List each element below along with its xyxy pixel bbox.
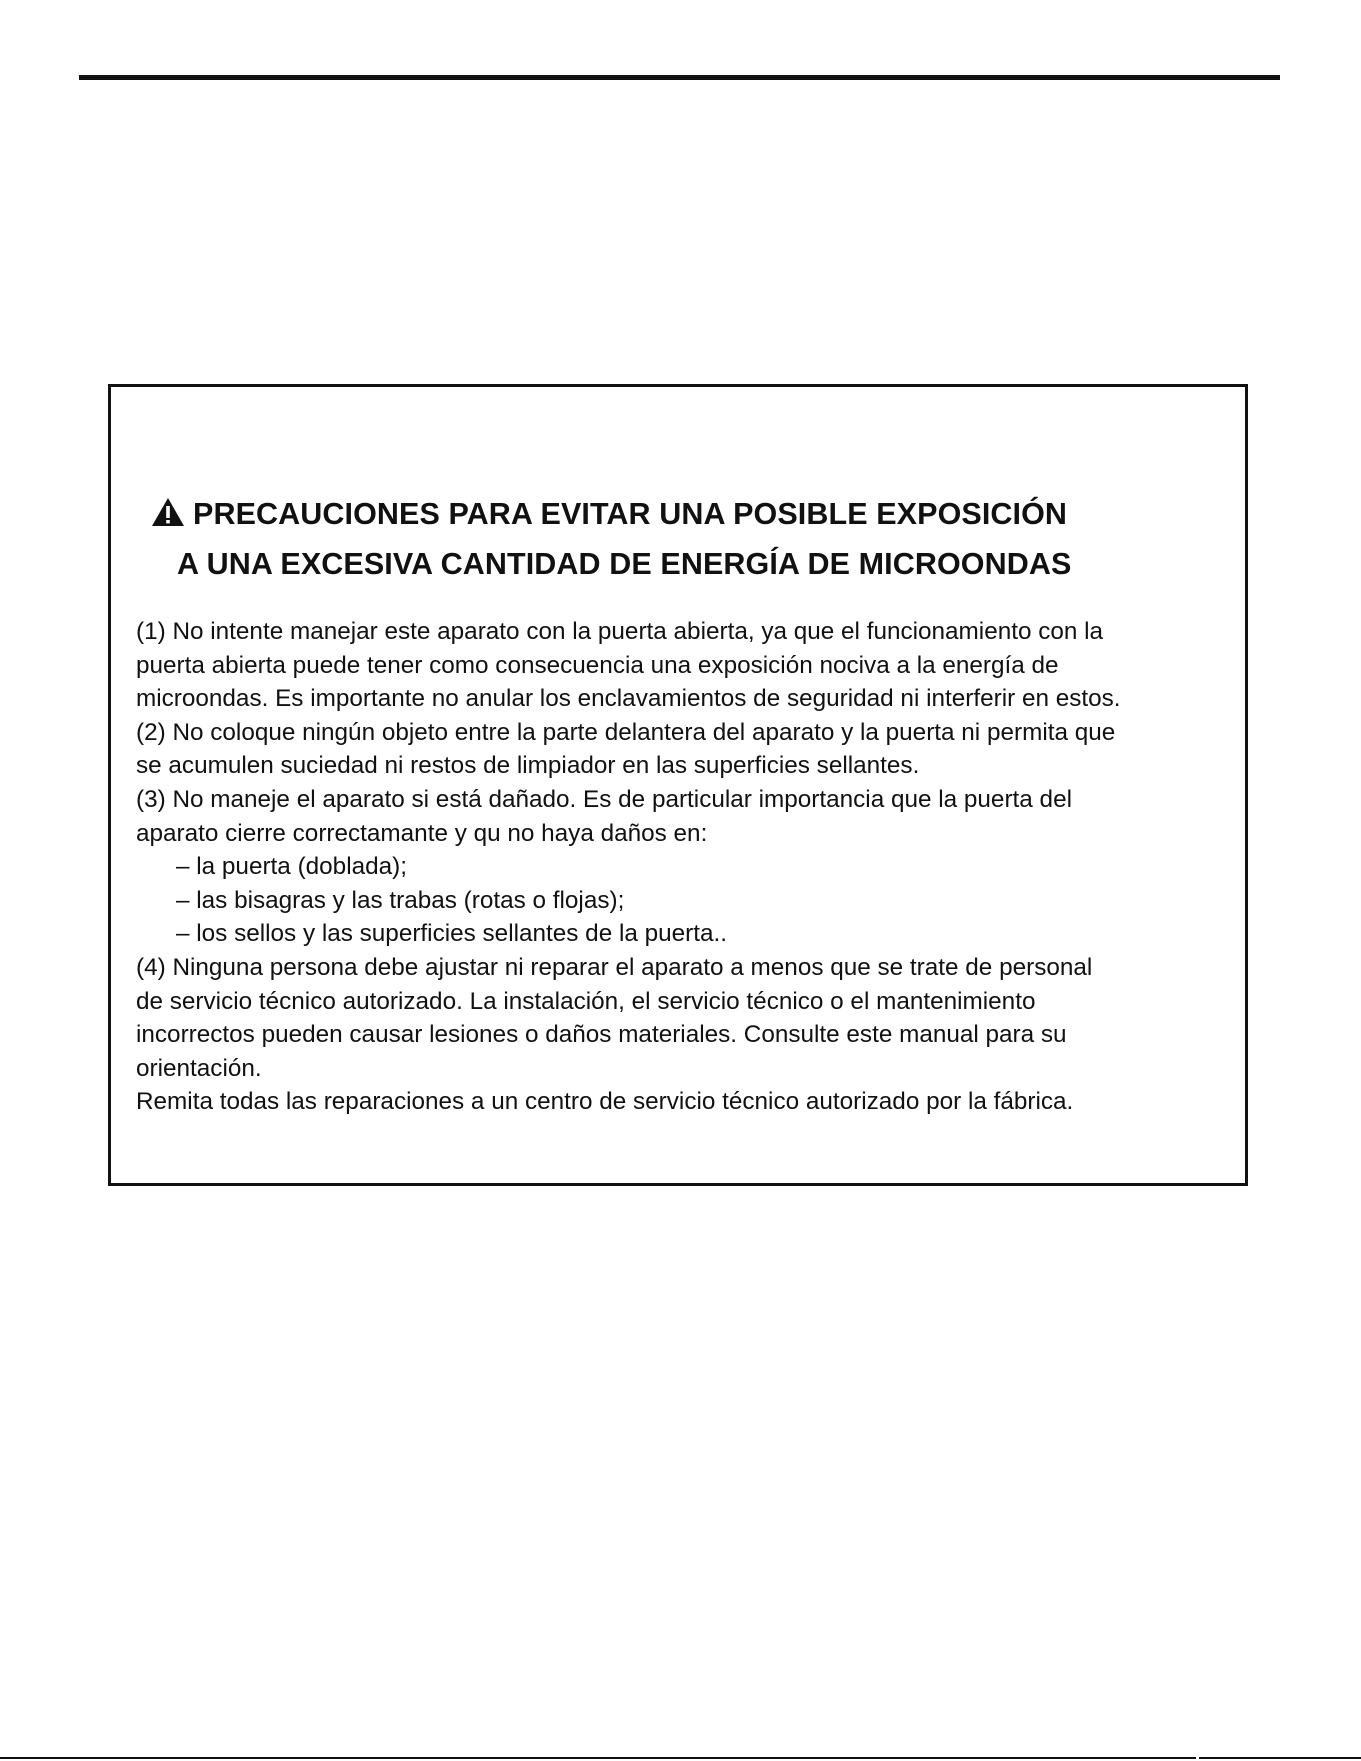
top-rule xyxy=(79,75,1280,80)
warning-triangle-icon xyxy=(151,497,185,527)
body-line: incorrectos pueden causar lesiones o daños materiales. Consulte este manual para su xyxy=(136,1021,1067,1049)
body-line: de servicio técnico autorizado. La instalación, el servicio técnico o el mantenimiento xyxy=(136,987,1036,1015)
warning-box xyxy=(108,384,1248,1186)
body-line: microondas. Es importante no anular los enclavamientos de seguridad ni interferir en estos. xyxy=(136,685,1121,713)
body-line: (2) No coloque ningún objeto entre la parte delantera del aparato y la puerta ni permita que xyxy=(136,718,1116,746)
warning-title-line-1: PRECAUCIONES PARA EVITAR UNA POSIBLE EXPOSICIÓN xyxy=(193,497,1068,531)
body-line: puerta abierta puede tener como consecuencia una exposición nociva a la energía de xyxy=(136,651,1059,679)
body-line: (3) No maneje el aparato si está dañado. Es de particular importancia que la puerta del xyxy=(136,785,1072,813)
warning-body xyxy=(136,615,1236,1119)
bullet-item: – la puerta (doblada); xyxy=(176,853,407,881)
bottom-rule-gap xyxy=(1196,1755,1199,1761)
body-line: Remita todas las reparaciones a un centro de servicio técnico autorizado por la fábrica. xyxy=(136,1088,1074,1116)
body-line: (1) No intente manejar este aparato con la puerta abierta, ya que el funcionamiento con la xyxy=(136,618,1104,645)
bullet-item: – las bisagras y las trabas (rotas o flojas); xyxy=(176,886,625,914)
body-line: se acumulen suciedad ni restos de limpiador en las superficies sellantes. xyxy=(136,752,920,780)
warning-heading xyxy=(151,489,1231,589)
bullet-item: – los sellos y las superficies sellantes de la puerta.. xyxy=(176,920,728,948)
body-line: orientación. xyxy=(136,1054,262,1082)
body-line: aparato cierre correctamante y qu no haya daños en: xyxy=(136,819,708,847)
warning-heading-line-1 xyxy=(151,489,1231,539)
warning-title-line-2: A UNA EXCESIVA CANTIDAD DE ENERGÍA DE MICROONDAS xyxy=(177,547,1072,581)
body-line: (4) Ninguna persona debe ajustar ni reparar el aparato a menos que se trate de personal xyxy=(136,953,1093,981)
bottom-rule xyxy=(0,1757,1361,1759)
